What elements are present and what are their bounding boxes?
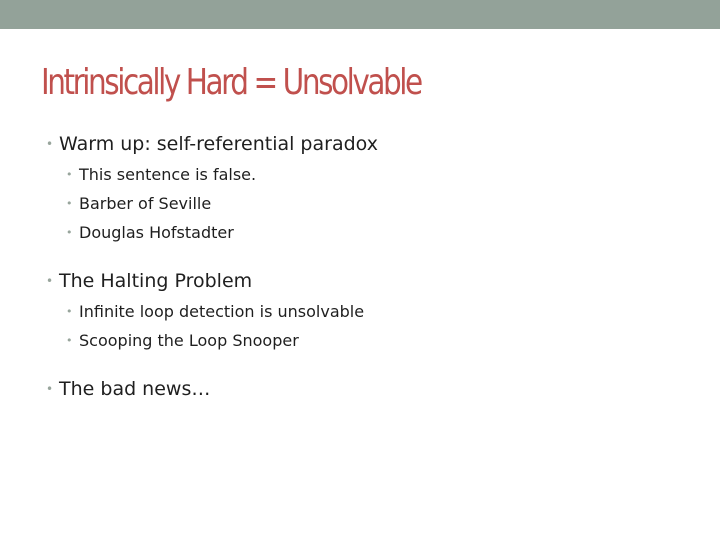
sub-bullet-list	[46, 297, 686, 355]
bullet-icon: •	[46, 274, 54, 288]
sub-bullet-text: This sentence is false.	[79, 165, 257, 184]
sub-bullet-text: Scooping the Loop Snooper	[79, 331, 299, 350]
sub-bullet-item	[46, 189, 686, 218]
sub-bullet-item	[46, 218, 686, 247]
bullet-group-bad-news	[46, 375, 686, 403]
bullet-text: The Halting Problem	[59, 270, 253, 292]
sub-bullet-list	[46, 160, 686, 247]
bullet-icon: •	[46, 137, 54, 151]
bullet-icon: •	[66, 197, 73, 210]
slide-title: Intrinsically Hard = Unsolvable	[41, 62, 421, 103]
bullet-icon: •	[46, 382, 54, 396]
bullet-text: The bad news…	[59, 378, 211, 400]
bullet-item	[46, 267, 686, 295]
bullet-icon: •	[66, 226, 73, 239]
bullet-group-paradox	[46, 130, 686, 247]
sub-bullet-item	[46, 160, 686, 189]
sub-bullet-item	[46, 297, 686, 326]
bullet-group-halting	[46, 267, 686, 355]
bullet-item	[46, 130, 686, 158]
bullet-icon: •	[66, 305, 73, 318]
bullet-icon: •	[66, 168, 73, 181]
bullet-text: Warm up: self-referential paradox	[59, 133, 378, 155]
bullet-icon: •	[66, 334, 73, 347]
sub-bullet-text: Douglas Hofstadter	[79, 223, 234, 242]
sub-bullet-text: Infinite loop detection is unsolvable	[79, 302, 365, 321]
top-accent-band	[0, 0, 720, 29]
slide-body	[46, 130, 686, 423]
sub-bullet-item	[46, 326, 686, 355]
bullet-item	[46, 375, 686, 403]
sub-bullet-text: Barber of Seville	[79, 194, 212, 213]
